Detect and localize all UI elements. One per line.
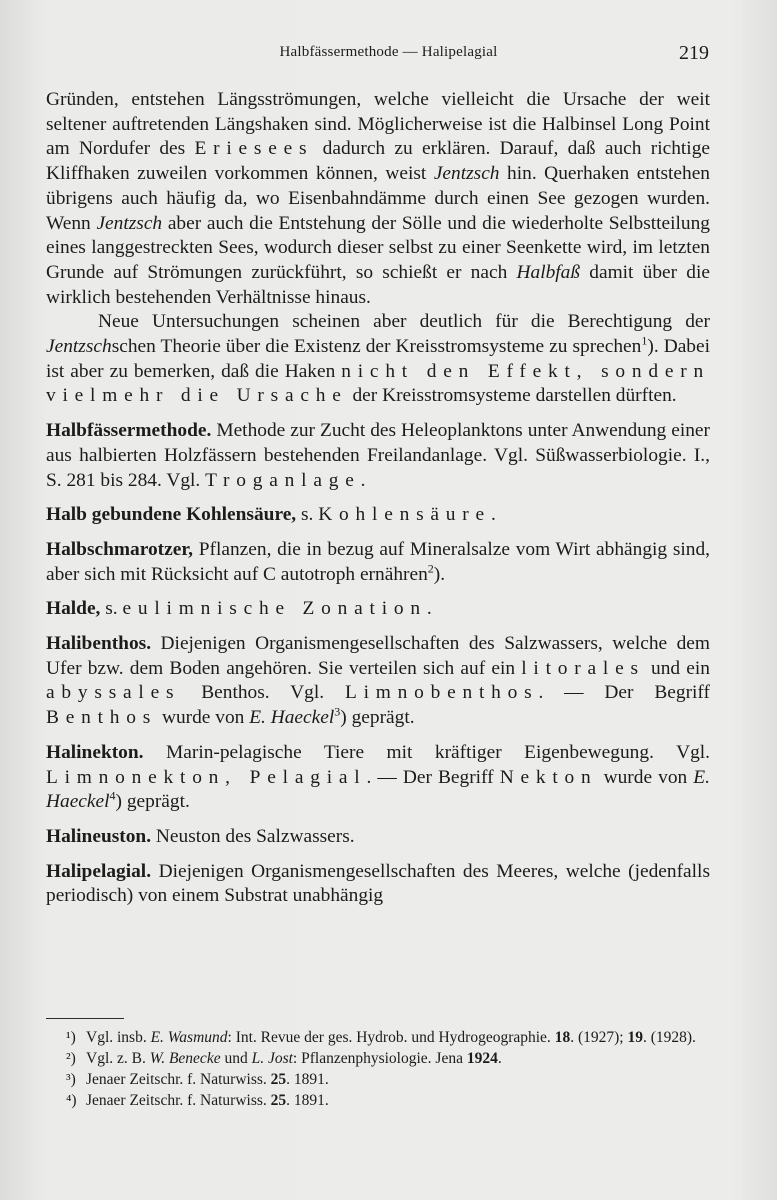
entry-term: Halineuston. — [46, 825, 152, 847]
entry-term: Halipelagial. — [46, 860, 152, 882]
entry-term: Halb gebundene Kohlensäure, — [46, 504, 297, 526]
main-text — [46, 88, 710, 909]
entry-halde: Halde, s. eulimnische Zonation. — [46, 598, 432, 620]
entry-term: Halde, — [46, 598, 101, 620]
footnote-1: ¹) Vgl. insb. E. Wasmund: Int. Revue der ges. Hydrob. und Hydrogeographie. 18. (1927); 19. (1928). — [66, 1029, 696, 1046]
paragraph-continuation: Gründen, entstehen Längsströmungen, welche vielleicht die Ursache der weit seltener auftretenden Längshaken sind. Möglicherweise ist die Halbinsel Long Point am Nordufer des Eriesees dadurch zu erklären. Darauf, daß auch richtige Kliffhaken zuweilen vorkommen können, weist Jentzsch hin. Querhaken entstehen übrigens auch häufig da, wo Eisenbahndämme durch einen See gezogen wurden. Wenn Jentzsch aber auch die Entstehung der Sölle und die wiederholte Selbstteilung eines langgestreckten Sees, wodurch dieser selbst zu einer Seenkette wird, im letzten Grunde auf Strömungen zurückführt, so schießt er nach Halbfaß damit über die wirklich bestehenden Verhältnisse hinaus. — [46, 89, 711, 308]
entry-halbfaessermethode: Halbfässermethode. Methode zur Zucht des Heleoplanktons unter Anwendung einer aus halbierten Holzfässern bestehenden Freilandanlage. Vgl. Süßwasserbiologie. I., S. 281 bis 284. Vgl. Troganlage. — [46, 420, 710, 491]
page-header — [0, 42, 777, 68]
footnote-2: ²) Vgl. z. B. W. Benecke und L. Jost: Pflanzenphysiologie. Jena 1924. — [66, 1050, 502, 1067]
paragraph-kreisstrom: Neue Untersuchungen scheinen aber deutlich für die Berechtigung der Jentzschschen Theorie über die Existenz der Kreisstromsysteme zu sprechen$^1$). Dabei ist aber zu bemerken, daß die Haken nicht den Effekt, sondern vielmehr die Ursache der Kreisstromsysteme darstellen dürften. — [46, 311, 711, 407]
entry-halibenthos: Halibenthos. Diejenigen Organismengesellschaften des Salzwassers, welche dem Ufer bzw. dem Boden angehören. Sie verteilen sich auf ein litorales und ein abyssales Benthos. Vgl. Limnobenthos. — Der Begriff Benthos wurde von E. Haeckel$^3$) geprägt. — [46, 633, 710, 729]
footnotes — [46, 1018, 710, 1111]
footnote-rule — [46, 1018, 124, 1019]
entry-term: Halbfässermethode. — [46, 420, 212, 442]
entry-term: Halinekton. — [46, 741, 144, 763]
entry-term: Halbschmarotzer, — [46, 538, 194, 560]
entry-halineuston: Halineuston. Neuston des Salzwassers. — [46, 825, 355, 847]
running-head: Halbfässermethode — Halipelagial — [279, 44, 498, 60]
entry-halb-gebundene-kohlensaeure: Halb gebundene Kohlensäure, s. Kohlensäure. — [46, 504, 496, 526]
page-number: 219 — [679, 42, 709, 64]
entry-halbschmarotzer: Halbschmarotzer, Pflanzen, die in bezug auf Mineralsalze vom Wirt abhängig sind, aber sich mit Rücksicht auf C autotroph ernähren$^2$). — [46, 538, 710, 585]
footnote-3: ³) Jenaer Zeitschr. f. Naturwiss. 25. 1891. — [66, 1071, 329, 1088]
footnote-4: ⁴) Jenaer Zeitschr. f. Naturwiss. 25. 1891. — [66, 1092, 329, 1109]
entry-term: Halibenthos. — [46, 633, 152, 655]
entry-halipelagial: Halipelagial. Diejenigen Organismengesellschaften des Meeres, welche (jedenfalls periodisch) von einem Substrat unabhängig — [46, 860, 710, 907]
entry-halinekton: Halinekton. Marin-pelagische Tiere mit kräftiger Eigenbewegung. Vgl. Limnonekton, Pelagial. — Der Begriff Nekton wurde von E. Haeckel$^4$) geprägt. — [46, 741, 710, 813]
